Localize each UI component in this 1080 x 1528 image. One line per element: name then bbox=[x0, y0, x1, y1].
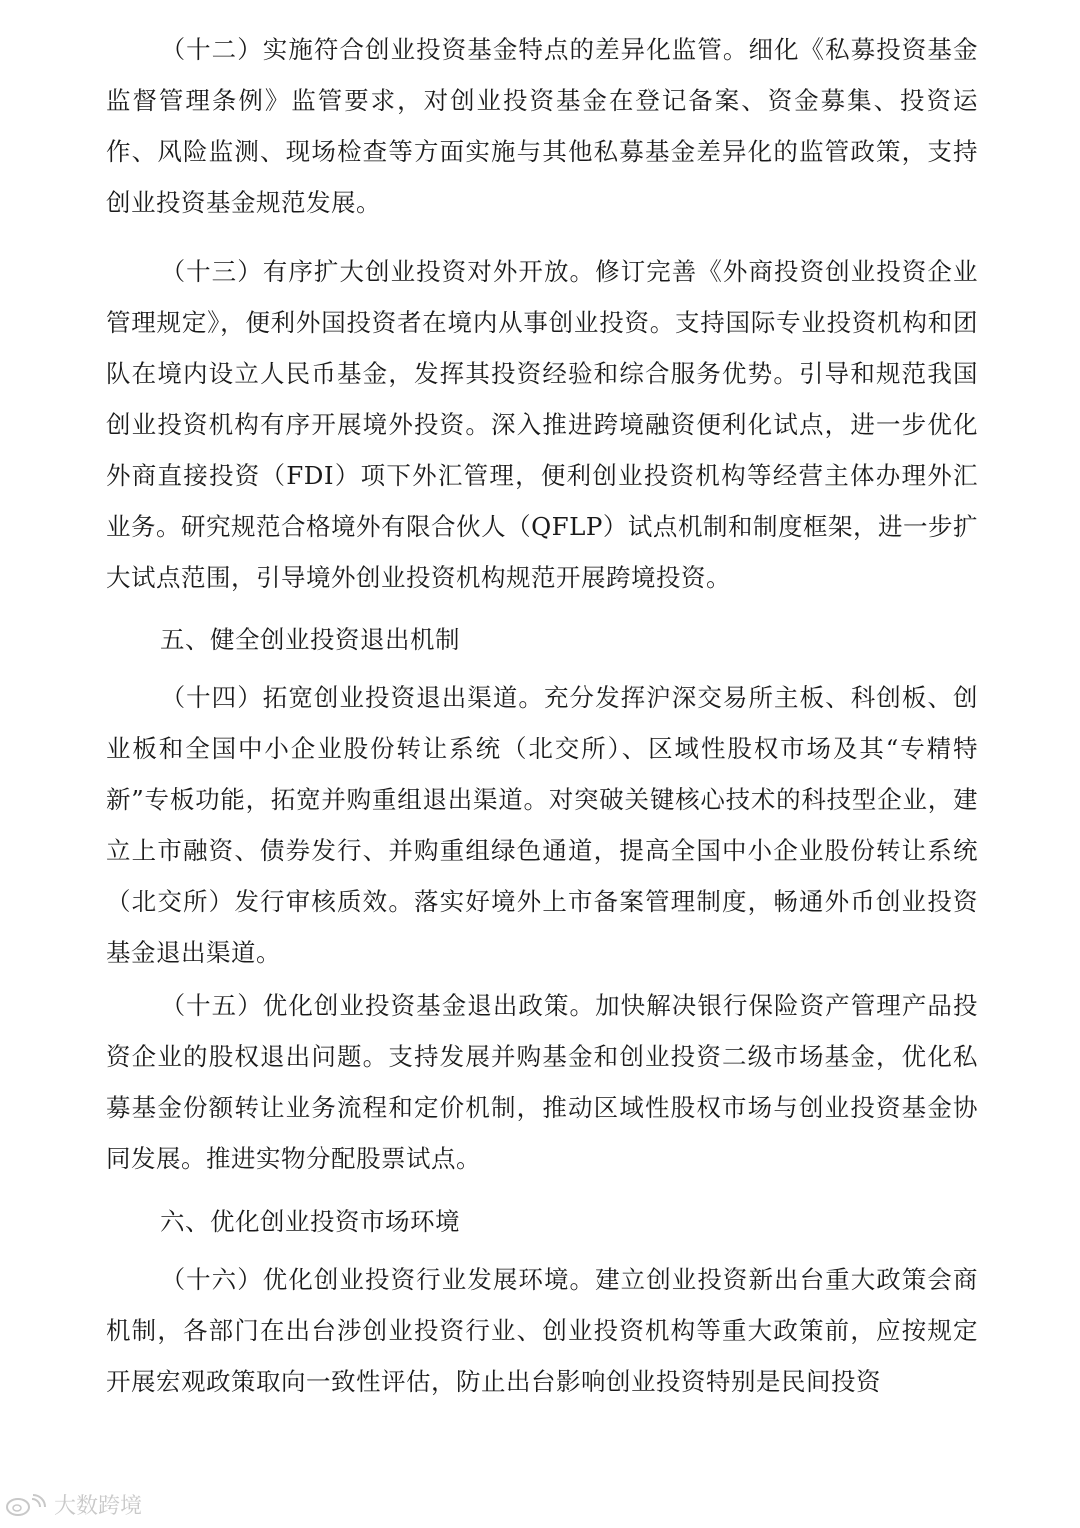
paragraph-lead: （十五）优化创业投资基金退出政策。 bbox=[160, 991, 596, 1020]
paragraph-12 bbox=[106, 24, 978, 228]
watermark bbox=[4, 1489, 142, 1520]
paragraph-13 bbox=[106, 246, 978, 603]
paragraph-text: 加快解决银行保险资产管理产品投资企业的股权退出问题。支持发展并购基金和创业投资二级市场基金，优化私募基金份额转让业务流程和定价机制，推动区域性股权市场与创业投资基金协同发展。推进实物分配股票试点。 bbox=[106, 991, 978, 1173]
paragraph-15 bbox=[106, 980, 978, 1184]
watermark-text: 大数跨境 bbox=[54, 1494, 143, 1519]
paragraph-lead: （十四）拓宽创业投资退出渠道。 bbox=[160, 683, 544, 712]
paragraph-text: 细化《私募投资基金监督管理条例》监管要求，对创业投资基金在登记备案、资金募集、投资运作、风险监测、现场检查等方面实施与其他私募基金差异化的监管政策，支持创业投资基金规范发展。 bbox=[106, 35, 978, 217]
section-heading-6: 六、优化创业投资市场环境 bbox=[160, 1207, 460, 1236]
weibo-logo-icon bbox=[4, 1493, 48, 1517]
paragraph-14 bbox=[106, 672, 978, 978]
paragraph-text: 充分发挥沪深交易所主板、科创板、创业板和全国中小企业股份转让系统（北交所）、区域性股权市场及其“专精特新”专板功能，拓宽并购重组退出渠道。对突破关键核心技术的科技型企业，建立上市融资、债券发行、并购重组绿色通道，提高全国中小企业股份转让系统（北交所）发行审核质效。落实好境外上市备案管理制度，畅通外币创业投资基金退出渠道。 bbox=[106, 683, 978, 967]
paragraph-16 bbox=[106, 1254, 978, 1407]
section-heading-5: 五、健全创业投资退出机制 bbox=[160, 625, 460, 654]
paragraph-text: 修订完善《外商投资创业投资企业管理规定》，便利外国投资者在境内从事创业投资。支持国际专业投资机构和团队在境内设立人民币基金，发挥其投资经验和综合服务优势。引导和规范我国创业投资机构有序开展境外投资。深入推进跨境融资便利化试点，进一步优化外商直接投资（FDI）项下外汇管理，便利创业投资机构等经营主体办理外汇业务。研究规范合格境外有限合伙人（QFLP）试点机制和制度框架，进一步扩大试点范围，引导境外创业投资机构规范开展跨境投资。 bbox=[106, 257, 978, 592]
paragraph-lead: （十六）优化创业投资行业发展环境。 bbox=[160, 1265, 596, 1294]
paragraph-lead: （十三）有序扩大创业投资对外开放。 bbox=[160, 257, 596, 286]
paragraph-lead: （十二）实施符合创业投资基金特点的差异化监管。 bbox=[160, 35, 749, 64]
paragraph-text: 建立创业投资新出台重大政策会商机制，各部门在出台涉创业投资行业、创业投资机构等重大政策前，应按规定开展宏观政策取向一致性评估，防止出台影响创业投资特别是民间投资 bbox=[106, 1265, 978, 1396]
